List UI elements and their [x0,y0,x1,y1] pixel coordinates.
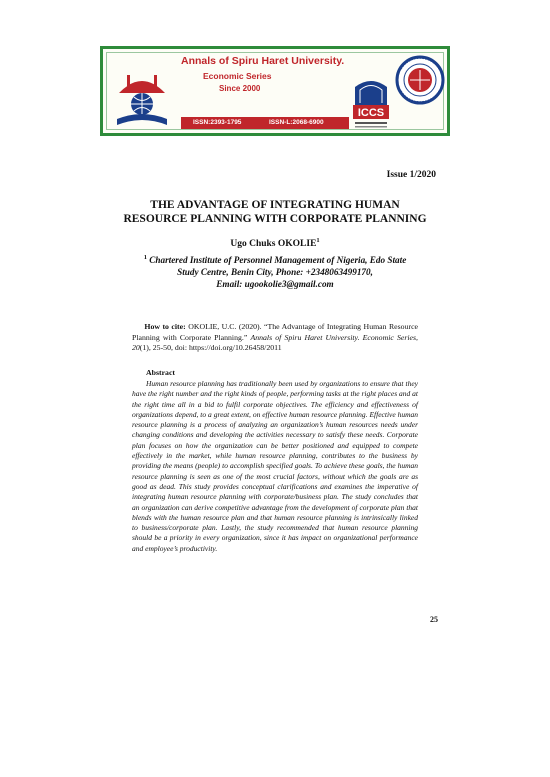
university-logo-icon [113,55,171,129]
page-number: 25 [430,615,438,624]
article-title [100,198,450,226]
since-year: Since 2000 [219,84,261,93]
issue-label: Issue 1/2020 [386,170,436,180]
university-seal-icon [395,55,445,105]
affiliation-line-2: Study Centre, Benin City, Phone: +2348063499170, [177,267,373,277]
issn-l: ISSN-L:2068-6900 [269,119,324,126]
author-name: Ugo Chuks OKOLIE [230,239,317,249]
article-title-line-1: THE ADVANTAGE OF INTEGRATING HUMAN [150,199,400,211]
affiliation-superscript: 1 [143,254,147,261]
cite-journal: Annals of Spiru Haret University. Economic Series, [250,332,418,342]
article-title-line-2: RESOURCE PLANNING WITH CORPORATE PLANNING [123,213,427,225]
abstract-text: Human resource planning has traditionally been used by organizations to ensure that they have the right number and the right kinds of people, performing tasks at the right places and at the right time all in a bid to fulfil corporate objectives. The efficiency and effectiveness of organizations depend, to a great extent, on effective human resource planning. Effective human resource planning is a process of analyzing an organization’s human resources needs under changing conditions and developing the activities necessary to satisfy these needs. Corporate plan focuses on how the organization can be better positioned and equipped to compete effectively in the market, while human resource planning, contributes to the business by providing the means (people) to accomplish specified goals. To achieve these goals, the human resource planning is seen as one of the most crucial factors, without which the goals are as good as dead. This study provides conceptual clarifications and examines the imperative of integrating human resource planning with corporate/business plan. The study concludes that an organization can derive competitive advantage from the development of corporate plan that blends with the human resource plan and that human resource planning is intrinsically linked to business/corporate plan. Lastly, the study recommended that human resource planning should be a priority in every organization, since it has impact on organizational performance and employee’s productivity. [132,379,418,553]
iccs-logo-text: ICCS [357,107,385,119]
abstract-body [132,379,418,554]
cite-label: How to cite: [144,322,186,331]
issn-bar [181,117,349,129]
cite-reference: OKOLIE, U.C. (2020). “The Advantage of Integrating Human Resource Planning with Corporate Planning.” [132,322,418,342]
cite-rest: (1), 25-50, doi: https://doi.org/10.26458/2011 [139,343,282,352]
affiliation [100,252,450,290]
journal-banner [100,46,450,136]
how-to-cite [132,322,418,354]
author [100,237,450,249]
affiliation-line-1: $^1$ Chartered Institute of Personnel Management of Nigeria, Edo State [143,254,407,265]
abstract-heading: Abstract [146,368,176,377]
series-title: Economic Series [203,71,272,81]
cite-volume: 20 [132,343,140,352]
affiliation-email: Email: ugookolie3@gmail.com [216,279,334,289]
issn-print: ISSN:2393-1795 [193,119,242,126]
author-superscript: 1 [316,237,320,244]
journal-title: Annals of Spiru Haret University. [181,55,345,67]
iccs-logo-icon [351,75,391,129]
